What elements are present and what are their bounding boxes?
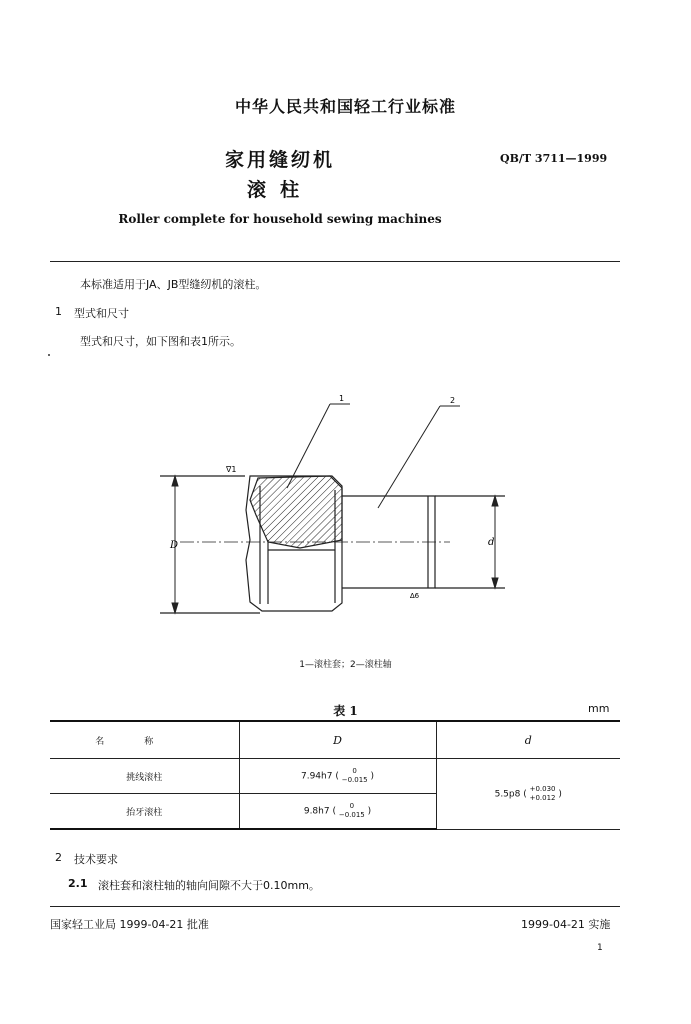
row-name: 抬牙滚柱 bbox=[50, 794, 239, 830]
shaft-d-value bbox=[436, 759, 620, 830]
approval-date: 国家轻工业局 1999-04-21 批准 bbox=[50, 918, 209, 931]
shaft-tol-lower: +0.012 bbox=[529, 793, 556, 802]
standard-number: QB/T 3711—1999 bbox=[500, 152, 608, 165]
header-name: 名称 bbox=[50, 721, 239, 759]
tol-upper: 0 bbox=[349, 802, 355, 810]
table-header-row bbox=[50, 721, 620, 759]
callout-1: 1 bbox=[339, 394, 345, 403]
standard-title-line2: 滚柱 bbox=[246, 179, 313, 201]
shaft-d-base: 5.5p8 ( bbox=[494, 789, 527, 800]
header-d: d bbox=[436, 721, 620, 759]
roughness-top: ∇1 bbox=[226, 465, 237, 474]
row-D-value bbox=[239, 794, 436, 830]
stray-mark bbox=[48, 354, 50, 356]
dim-D-label: D bbox=[170, 540, 179, 551]
scope-text: 本标准适用于JA、JB型缝纫机的滚柱。 bbox=[80, 278, 267, 291]
page-number: 1 bbox=[597, 943, 603, 953]
d-close: ) bbox=[370, 771, 374, 782]
d-base: 9.8h7 ( bbox=[303, 806, 336, 817]
shaft-tol-upper: +0.030 bbox=[529, 784, 556, 793]
ministry-heading: 中华人民共和国轻工行业标准 bbox=[234, 97, 456, 116]
section1-text: 型式和尺寸，如下图和表1所示。 bbox=[80, 335, 241, 348]
standard-title-line1: 家用缝纫机 bbox=[224, 149, 335, 171]
tol-lower: −0.015 bbox=[341, 776, 368, 784]
implementation-date: 1999-04-21 实施 bbox=[521, 918, 611, 931]
shaft-tolerance bbox=[530, 785, 556, 803]
section1-number: 1 bbox=[55, 305, 62, 318]
roller-drawing bbox=[150, 390, 530, 620]
tolerance bbox=[339, 802, 365, 820]
figure-caption: 1—滚柱套；2—滚柱轴 bbox=[299, 660, 392, 670]
table-unit: mm bbox=[588, 702, 610, 715]
roughness-bottom: ∆6 bbox=[410, 592, 420, 600]
dim-d-label: d bbox=[488, 537, 495, 548]
d-base: 7.94h7 ( bbox=[300, 771, 339, 782]
table-row bbox=[50, 759, 620, 794]
d-close: ) bbox=[367, 806, 372, 817]
tol-lower: −0.015 bbox=[338, 811, 365, 819]
row-D-value bbox=[239, 759, 436, 794]
table-title: 表 1 bbox=[333, 704, 358, 718]
tolerance bbox=[342, 767, 368, 785]
header-rule bbox=[50, 261, 620, 262]
section2-heading: 技术要求 bbox=[74, 853, 118, 866]
section1-heading: 型式和尺寸 bbox=[74, 307, 129, 320]
item-2-1-text: 滚柱套和滚柱轴的轴向间隙不大于0.10mm。 bbox=[98, 879, 320, 892]
item-2-1-number: 2.1 bbox=[68, 877, 88, 890]
shaft-d-close: ) bbox=[558, 789, 562, 800]
tol-upper: 0 bbox=[352, 767, 357, 775]
dimension-table bbox=[50, 720, 620, 830]
header-D: D bbox=[239, 721, 436, 759]
english-title: Roller complete for household sewing machines bbox=[118, 212, 442, 226]
row-name: 挑线滚柱 bbox=[50, 759, 239, 794]
section2-number: 2 bbox=[55, 851, 62, 864]
callout-2: 2 bbox=[450, 396, 456, 405]
footer-rule bbox=[50, 906, 620, 907]
